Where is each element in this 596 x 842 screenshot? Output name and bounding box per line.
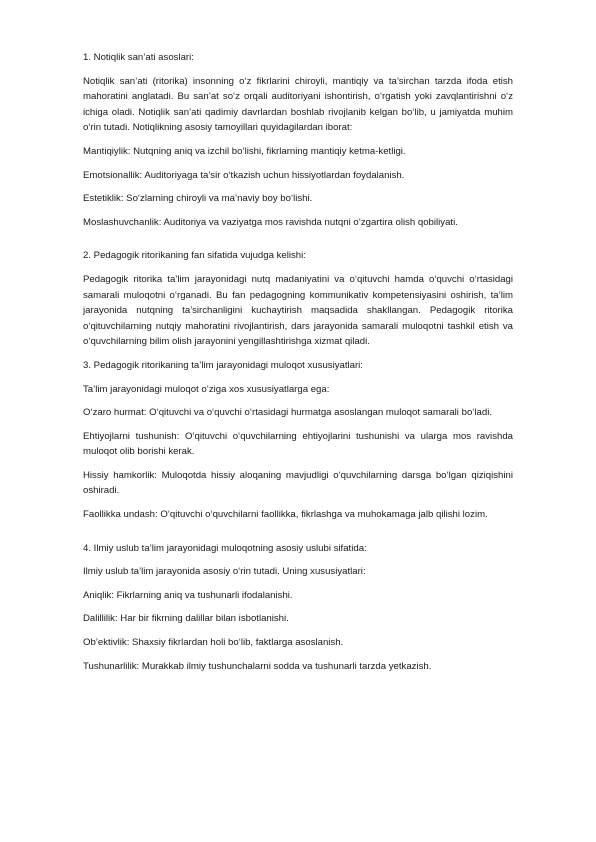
paragraph: Pedagogik ritorika ta’lim jarayonidagi nutq madaniyatini va o‘qituvchi hamda o‘quvchi o‘rtasidagi samarali muloqotni o‘rganadi. Bu fan pedagogning kommunikativ kompetensiyasini oshirish, ta’lim jarayonida nutqning ta’sirchanligini kuchaytirish maqsadida shakllangan. Pedagogik ritorika o‘qituvchilarning nutqiy mahoratini rivojlantirish, dars jarayonida samarali muloqotni tashkil etish va o‘quvchilarning bilim olish jarayonini yengillashtirishga xizmat qiladi.	[83, 273, 513, 348]
paragraph: Moslashuvchanlik: Auditoriya va vaziyatga mos ravishda nutqni o‘zgartira olish qobiliyati.	[83, 216, 458, 228]
paragraph: Ta’lim jarayonidagi muloqot o‘ziga xos xususiyatlarga ega:	[83, 383, 330, 395]
paragraph: Ilmiy uslub ta’lim jarayonida asosiy o‘rin tutadi. Uning xususiyatlari:	[83, 566, 366, 578]
section-spacer	[83, 531, 513, 541]
section-heading: 2. Pedagogik ritorikaning fan sifatida vujudga kelishi:	[83, 250, 306, 262]
paragraph: Aniqlik: Fikrlarning aniq va tushunarli ifodalanishi.	[83, 589, 293, 601]
section-heading: 1. Notiqlik san’ati asoslari:	[83, 52, 194, 63]
paragraph: Notiqlik san’ati (ritorika) insonning o‘z fikrlarini chiroyli, mantiqiy va ta’sirchan tarzda ifoda etish mahoratini anglatadi. Bu san’at so‘z orqali auditoriyani ishontirish, o‘rgatish yoki zavqlantirishni o‘z ichiga oladi. Notiqlik san’ati qadimiy davrlardan boshlab rivojlanib kelgan bo‘lib, u jamiyatda muhim o‘rin tutadi. Notiqlikning asosiy tamoyillari quyidagilardan iborat:	[83, 75, 513, 134]
paragraph: O‘zaro hurmat: O‘qituvchi va o‘quvchi o‘rtasidagi hurmatga asoslangan muloqot samarali bo‘ladi.	[83, 407, 493, 419]
paragraph: Ob’ektivlik: Shaxsiy fikrlardan holi bo‘lib, faktlarga asoslanish.	[83, 637, 344, 649]
section-heading: 3. Pedagogik ritorikaning ta’lim jarayonidagi muloqot xususiyatlari:	[83, 359, 363, 371]
paragraph: Hissiy hamkorlik: Muloqotda hissiy aloqaning mavjudligi o‘quvchilarning darsga bo‘lgan qiziqishini oshiradi.	[83, 469, 513, 497]
paragraph: Tushunarlilik: Murakkab ilmiy tushunchalarni sodda va tushunarli tarzda yetkazish.	[83, 660, 432, 672]
document-page	[83, 50, 513, 682]
paragraph: Mantiqiylik: Nutqning aniq va izchil bo‘lishi, fikrlarning mantiqiy ketma-ketligi.	[83, 145, 406, 157]
paragraph: Ehtiyojlarni tushunish: O‘qituvchi o‘quvchilarning ehtiyojlarini tushunishi va ularga mos ravishda muloqot olib borishi kerak.	[83, 430, 513, 458]
paragraph: Faollikka undash: O‘qituvchi o‘quvchilarni faollikka, fikrlashga va muhokamaga jalb qilishi lozim.	[83, 509, 488, 521]
paragraph: Emotsionallik: Auditoriyaga ta’sir o‘tkazish uchun hissiyotlardan foydalanish.	[83, 169, 405, 181]
paragraph: Dalillilik: Har bir fikrning dalillar bilan isbotlanishi.	[83, 613, 289, 625]
section-spacer	[83, 238, 513, 248]
section-heading: 4. Ilmiy uslub ta’lim jarayonidagi muloqotning asosiy uslubi sifatida:	[83, 542, 367, 554]
paragraph: Estetiklik: So‘zlarning chiroyli va ma’naviy boy bo‘lishi.	[83, 193, 313, 205]
